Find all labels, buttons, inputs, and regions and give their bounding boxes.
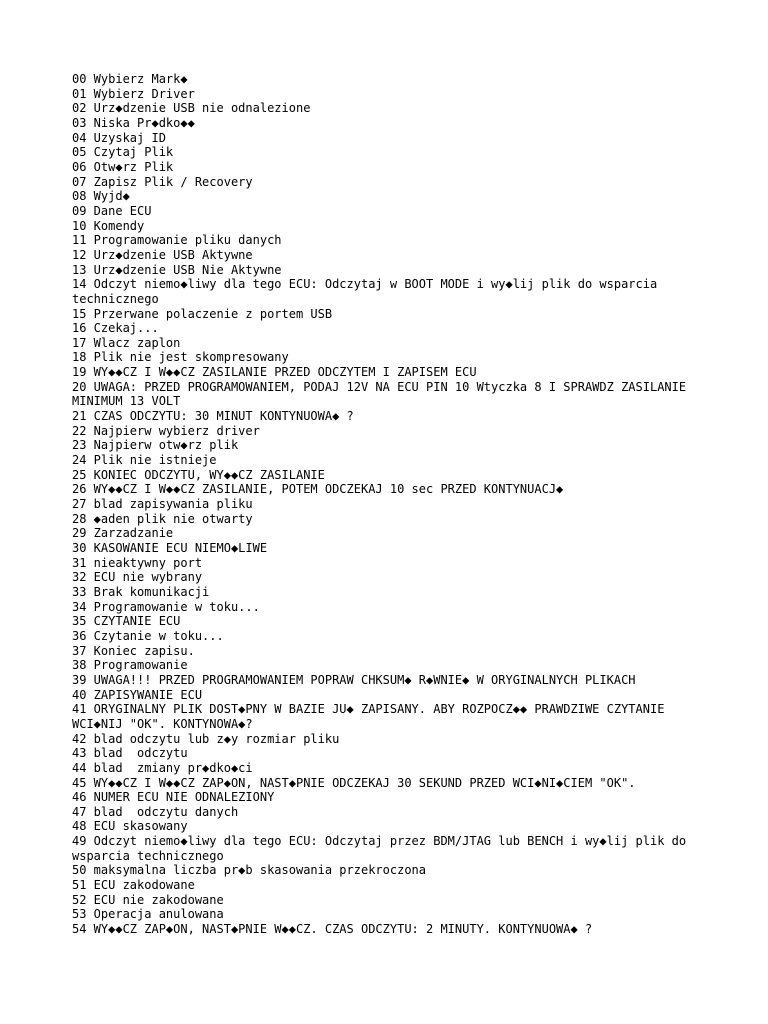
message-line: 22 Najpierw wybierz driver	[72, 423, 260, 438]
message-line: 14 Odczyt niemo◆liwy dla tego ECU: Odczytaj w BOOT MODE i wy◆lij plik do wsparcia technicznego	[72, 277, 665, 306]
message-line: 16 Czekaj...	[72, 321, 159, 336]
message-line: 47 blad odczytu danych	[72, 804, 239, 819]
message-line: 21 CZAS ODCZYTU: 30 MINUT KONTYNUOWA◆ ?	[72, 409, 354, 424]
message-line: 01 Wybierz Driver	[72, 86, 195, 101]
message-line: 19 WY◆◆CZ I W◆◆CZ ZASILANIE PRZED ODCZYTEM I ZAPISEM ECU	[72, 365, 477, 380]
message-line: 45 WY◆◆CZ I W◆◆CZ ZAP◆ON, NAST◆PNIE ODCZEKAJ 30 SEKUND PRZED WCI◆NI◆CIEM "OK".	[72, 775, 636, 790]
message-line: 03 Niska Pr◆dko◆◆	[72, 115, 195, 130]
message-line: 42 blad odczytu lub z◆y rozmiar pliku	[72, 731, 340, 746]
message-line: 20 UWAGA: PRZED PROGRAMOWANIEM, PODAJ 12V NA ECU PIN 10 Wtyczka 8 I SPRAWDZ ZASILANIE MINIMUM 13 VOLT	[72, 379, 694, 409]
message-line: 41 ORYGINALNY PLIK DOST◆PNY W BAZIE JU◆ ZAPISANY. ABY ROZPOCZ◆◆ PRAWDZIWE CZYTANIE WCI◆NIJ "OK". KONTYNOWA◆?	[72, 702, 672, 731]
message-line: 11 Programowanie pliku danych	[72, 233, 282, 248]
message-line: 08 Wyjd◆	[72, 189, 130, 204]
message-line: 10 Komendy	[72, 218, 145, 233]
message-line: 54 WY◆◆CZ ZAP◆ON, NAST◆PNIE W◆◆CZ. CZAS ODCZYTU: 2 MINUTY. KONTYNUOWA◆ ?	[72, 922, 593, 937]
message-line: 51 ECU zakodowane	[72, 878, 195, 893]
message-line: 04 Uzyskaj ID	[72, 130, 166, 145]
message-line: 28 ◆aden plik nie otwarty	[72, 511, 253, 526]
message-line: 30 KASOWANIE ECU NIEMO◆LIWE	[72, 541, 268, 555]
message-line: 53 Operacja anulowana	[72, 907, 224, 922]
document-body	[72, 72, 704, 937]
message-line: 46 NUMER ECU NIE ODNALEZIONY	[72, 790, 275, 805]
message-line: 07 Zapisz Plik / Recovery	[72, 174, 253, 189]
message-line: 35 CZYTANIE ECU	[72, 614, 181, 629]
message-line: 33 Brak komunikacji	[72, 584, 210, 599]
message-line: 26 WY◆◆CZ I W◆◆CZ ZASILANIE, POTEM ODCZEKAJ 10 sec PRZED KONTYNUACJ◆	[72, 482, 564, 497]
message-line: 18 Plik nie jest skompresowany	[72, 350, 289, 365]
message-line: 40 ZAPISYWANIE ECU	[72, 687, 203, 702]
message-line: 43 blad odczytu	[72, 746, 188, 761]
message-line: 38 Programowanie	[72, 658, 188, 673]
message-line: 24 Plik nie istnieje	[72, 453, 217, 468]
message-line: 00 Wybierz Mark◆	[72, 72, 188, 86]
message-line: 49 Odczyt niemo◆liwy dla tego ECU: Odczytaj przez BDM/JTAG lub BENCH i wy◆lij plik do wsparcia technicznego	[72, 834, 694, 863]
message-line: 06 Otw◆rz Plik	[72, 159, 174, 174]
message-line: 34 Programowanie w toku...	[72, 599, 260, 614]
message-line: 27 blad zapisywania pliku	[72, 497, 253, 512]
message-line: 12 Urz◆dzenie USB Aktywne	[72, 247, 253, 262]
message-line: 15 Przerwane polaczenie z portem USB	[72, 306, 333, 321]
message-line: 32 ECU nie wybrany	[72, 570, 203, 585]
message-line: 36 Czytanie w toku...	[72, 628, 224, 643]
message-line: 25 KONIEC ODCZYTU, WY◆◆CZ ZASILANIE	[72, 467, 325, 482]
message-line: 13 Urz◆dzenie USB Nie Aktywne	[72, 262, 282, 277]
message-line: 23 Najpierw otw◆rz plik	[72, 438, 239, 453]
message-line: 50 maksymalna liczba pr◆b skasowania przekroczona	[72, 863, 427, 878]
message-line: 31 nieaktywny port	[72, 555, 203, 570]
message-line: 52 ECU nie zakodowane	[72, 892, 224, 907]
message-line: 39 UWAGA!!! PRZED PROGRAMOWANIEM POPRAW CHKSUM◆ R◆WNIE◆ W ORYGINALNYCH PLIKACH	[72, 672, 636, 687]
message-line: 02 Urz◆dzenie USB nie odnalezione	[72, 101, 311, 116]
message-line: 05 Czytaj Plik	[72, 145, 174, 160]
message-line: 44 blad zmiany pr◆dko◆ci	[72, 760, 253, 775]
message-line: 09 Dane ECU	[72, 203, 152, 218]
message-line: 37 Koniec zapisu.	[72, 643, 195, 658]
message-line: 48 ECU skasowany	[72, 819, 188, 834]
message-line: 17 Wlacz zaplon	[72, 335, 181, 350]
message-line: 29 Zarzadzanie	[72, 526, 174, 541]
